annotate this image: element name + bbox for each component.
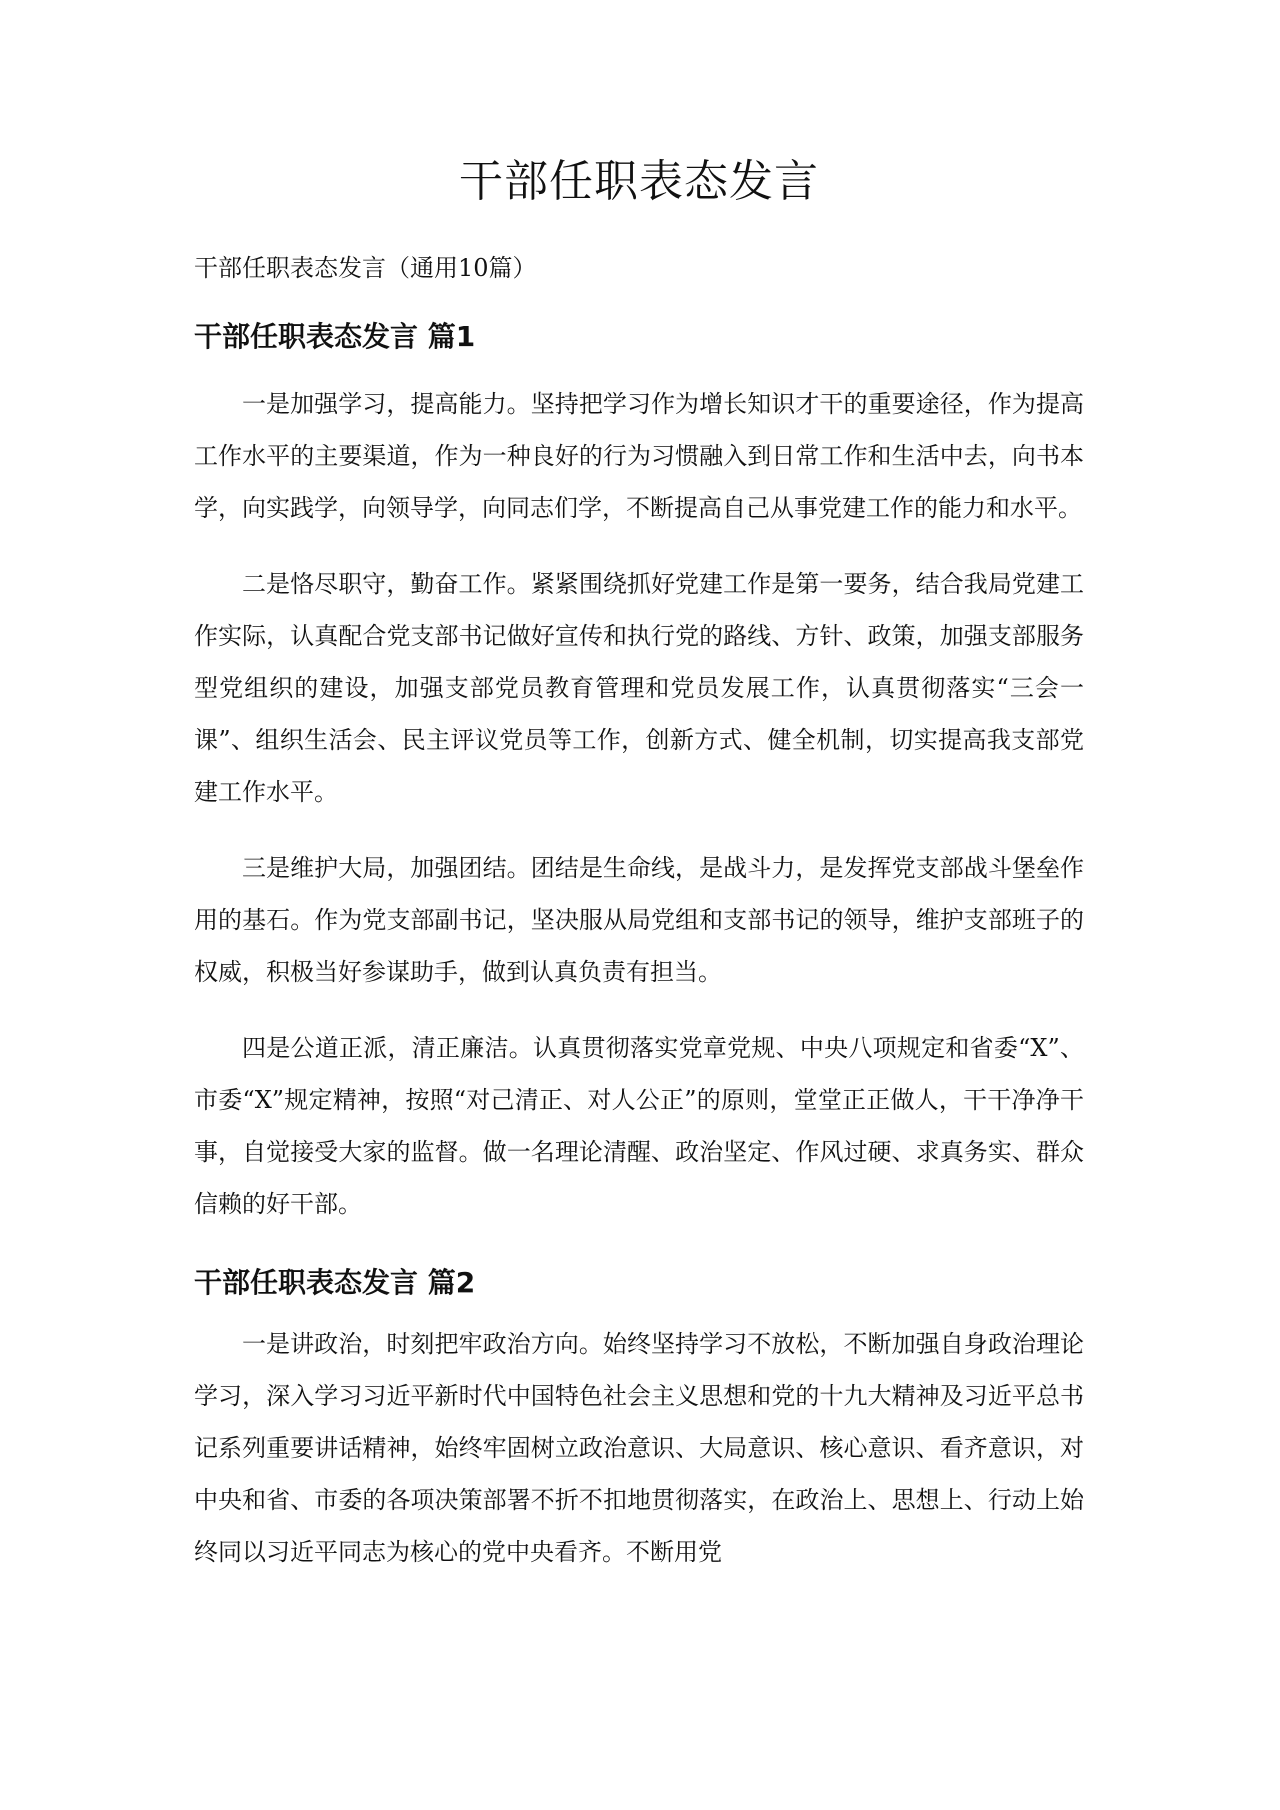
paragraph: 二是恪尽职守，勤奋工作。紧紧围绕抓好党建工作是第一要务，结合我局党建工作实际，认真配合党支部书记做好宣传和执行党的路线、方针、政策，加强支部服务型党组织的建设，加强支部党员教育管理和党员发展工作，认真贯彻落实“三会一课”、组织生活会、民主评议党员等工作，创新方式、健全机制，切实提高我支部党建工作水平。 [194, 570, 1084, 806]
paragraph: 一是讲政治，时刻把牢政治方向。始终坚持学习不放松，不断加强自身政治理论学习，深入学习习近平新时代中国特色社会主义思想和党的十九大精神及习近平总书记系列重要讲话精神，始终牢固树立政治意识、大局意识、核心意识、看齐意识，对中央和省、市委的各项决策部署不折不扣地贯彻落实，在政治上、思想上、行动上始终同以习近平同志为核心的党中央看齐。不断用党 [194, 1330, 1084, 1566]
section-heading: 干部任职表态发言 篇1 [194, 320, 476, 353]
paragraph: 三是维护大局，加强团结。团结是生命线，是战斗力，是发挥党支部战斗堡垒作用的基石。作为党支部副书记，坚决服从局党组和支部书记的领导，维护支部班子的权威，积极当好参谋助手，做到认真负责有担当。 [194, 854, 1084, 986]
paragraph: 一是加强学习，提高能力。坚持把学习作为增长知识才干的重要途径，作为提高工作水平的主要渠道，作为一种良好的行为习惯融入到日常工作和生活中去，向书本学，向实践学，向领导学，向同志们学，不断提高自己从事党建工作的能力和水平。 [194, 390, 1084, 522]
document-content [194, 150, 1084, 1602]
document-title: 干部任职表态发言 [459, 156, 819, 207]
section-2 [194, 1260, 1084, 1578]
document-subtitle: 干部任职表态发言（通用10篇） [194, 254, 537, 282]
section-1 [194, 314, 1084, 1230]
paragraph: 四是公道正派，清正廉洁。认真贯彻落实党章党规、中央八项规定和省委“X”、市委“X”规定精神，按照“对己清正、对人公正”的原则，堂堂正正做人，干干净净干事，自觉接受大家的监督。做一名理论清醒、政治坚定、作风过硬、求真务实、群众信赖的好干部。 [194, 1034, 1084, 1218]
section-heading: 干部任职表态发言 篇2 [194, 1266, 476, 1299]
